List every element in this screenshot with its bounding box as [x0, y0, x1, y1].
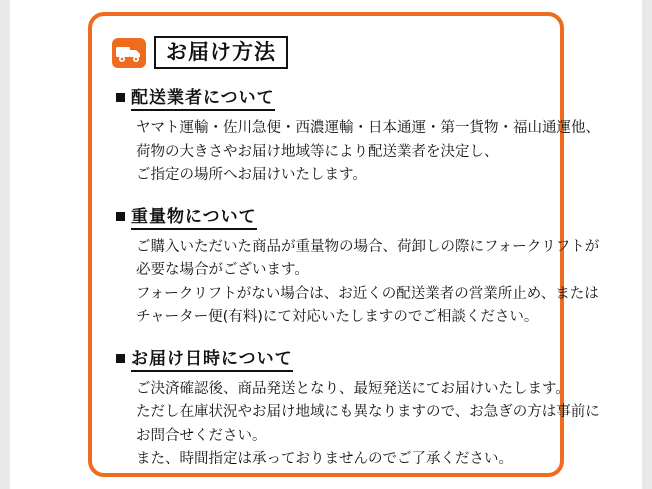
body-line: フォークリフトがない場合は、お近くの配送業者の営業所止め、または [136, 285, 599, 302]
body-line: ご決済確認後、商品発送となり、最短発送にてお届けいたします。 [136, 380, 570, 397]
body-line: 必要な場合がございます。 [136, 262, 309, 279]
right-margin-band [642, 0, 652, 489]
section-shipping-carriers [110, 83, 600, 187]
section-body [136, 236, 600, 330]
section-heading-label: 配送業者について [131, 83, 275, 111]
body-line: 荷物の大きさやお届け地域等により配送業者を決定し、 [136, 143, 499, 160]
section-heading-label: お届け日時について [131, 344, 293, 372]
square-bullet-icon [116, 354, 125, 363]
section-body [136, 378, 600, 472]
body-line: ヤマト運輸・佐川急便・西濃運輸・日本通運・第一貨物・福山通運他、 [136, 120, 600, 137]
square-bullet-icon [116, 212, 125, 221]
section-heading-row [116, 83, 542, 111]
square-bullet-icon [116, 93, 125, 102]
body-line: チャーター便(有料)にて対応いたしますのでご相談ください。 [136, 309, 539, 326]
card-title: お届け方法 [154, 36, 288, 69]
section-heading-row [116, 202, 542, 230]
body-line: ご購入いただいた商品が重量物の場合、荷卸しの際にフォークリフトが [136, 238, 600, 255]
delivery-truck-icon [112, 38, 146, 68]
delivery-info-card [88, 12, 600, 477]
body-line: また、時間指定は承っておりませんのでご了承ください。 [136, 450, 513, 467]
section-heavy-items [110, 202, 600, 330]
section-heading-label: 重量物について [131, 202, 257, 230]
section-body [136, 117, 600, 187]
body-line: お問合せください。 [136, 427, 267, 444]
left-margin-band [0, 0, 10, 489]
section-delivery-datetime [110, 344, 600, 472]
section-heading-row [116, 344, 542, 372]
card-title-row [112, 36, 542, 69]
body-line: ご指定の場所へお届けいたします。 [136, 167, 367, 184]
body-line: ただし在庫状況やお届け地域にも異なりますので、お急ぎの方は事前に [136, 404, 600, 421]
